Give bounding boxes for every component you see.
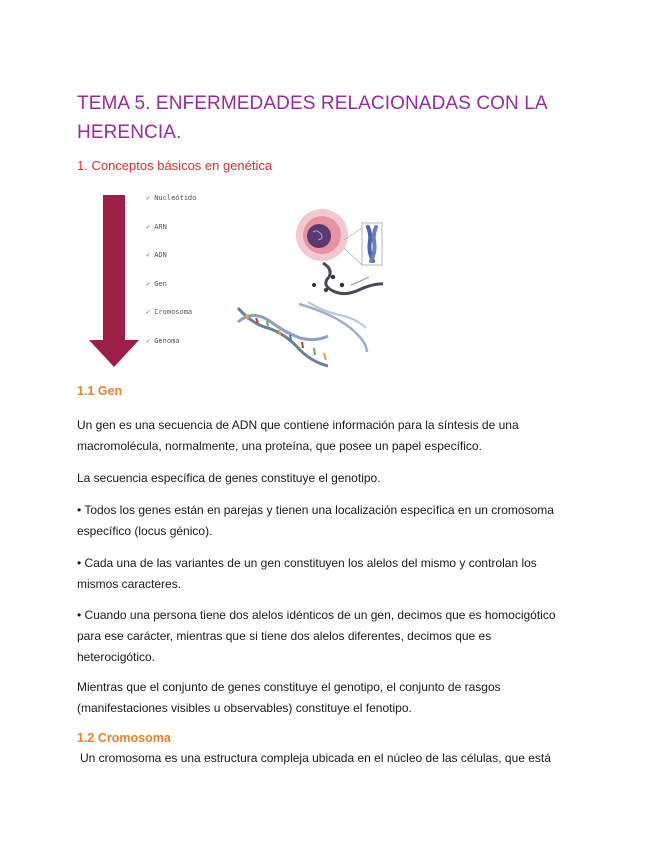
list-item: ✓ Cromosoma [146,308,193,317]
page-title: TEMA 5. ENFERMEDADES RELACIONADAS CON LA HERENCIA. [77,93,547,143]
check-icon: ✓ [146,194,151,202]
subheading-gen: 1.1 Gen [77,384,123,398]
bullet-parejas: • Todos los genes están en parejas y tienen una localización específica en un cromosoma específico (locus génico). [77,503,554,538]
section-heading-conceptos: 1. Conceptos básicos en genética [77,158,273,173]
cell-icon [296,209,348,261]
concept-checklist [146,193,196,365]
subheading-cromosoma: 1.2 Cromosoma [77,731,171,745]
list-item: ✓ Genoma [146,336,180,345]
genetics-figure [86,190,546,370]
chromosome-icon [344,223,382,265]
paragraph-fenotipo: Mientras que el conjunto de genes constituye el genotipo, el conjunto de rasgos (manifestaciones visibles u observables) constituye el fenotipo. [77,680,501,715]
list-item: ✓ Gen [146,279,167,288]
paragraph-genotipo: La secuencia específica de genes constituye el genotipo. [77,471,381,485]
check-icon: ✓ [146,308,151,317]
dna-helix-icon [238,302,367,366]
list-item: ✓ ARN [146,222,167,231]
down-arrow-head [89,340,139,367]
check-icon: ✓ [146,251,151,260]
chromatin-icon [312,263,383,294]
bullet-homocigotico: • Cuando una persona tiene dos alelos idénticos de un gen, decimos que es homocigótico para ese carácter, mientras que si tiene dos alelos diferentes, decimos que es heterocigótico. [77,608,556,664]
bullet-alelos: • Cada una de las variantes de un gen constituyen los alelos del mismo y controlan los mismos caracteres. [77,556,537,591]
paragraph-gen-definition: Un gen es una secuencia de ADN que contiene información para la síntesis de una macromolécula, normalmente, una proteína, que posee un papel específico. [77,418,519,453]
down-arrow-shaft [103,195,125,342]
check-icon: ✓ [146,222,151,231]
check-icon: ✓ [146,336,151,345]
check-icon: ✓ [146,279,151,288]
list-item: ✓ Nucleótido [146,194,197,202]
paragraph-cromosoma: Un cromosoma es una estructura compleja ubicada en el núcleo de las células, que está [80,751,551,765]
list-item: ✓ ADN [146,251,167,260]
